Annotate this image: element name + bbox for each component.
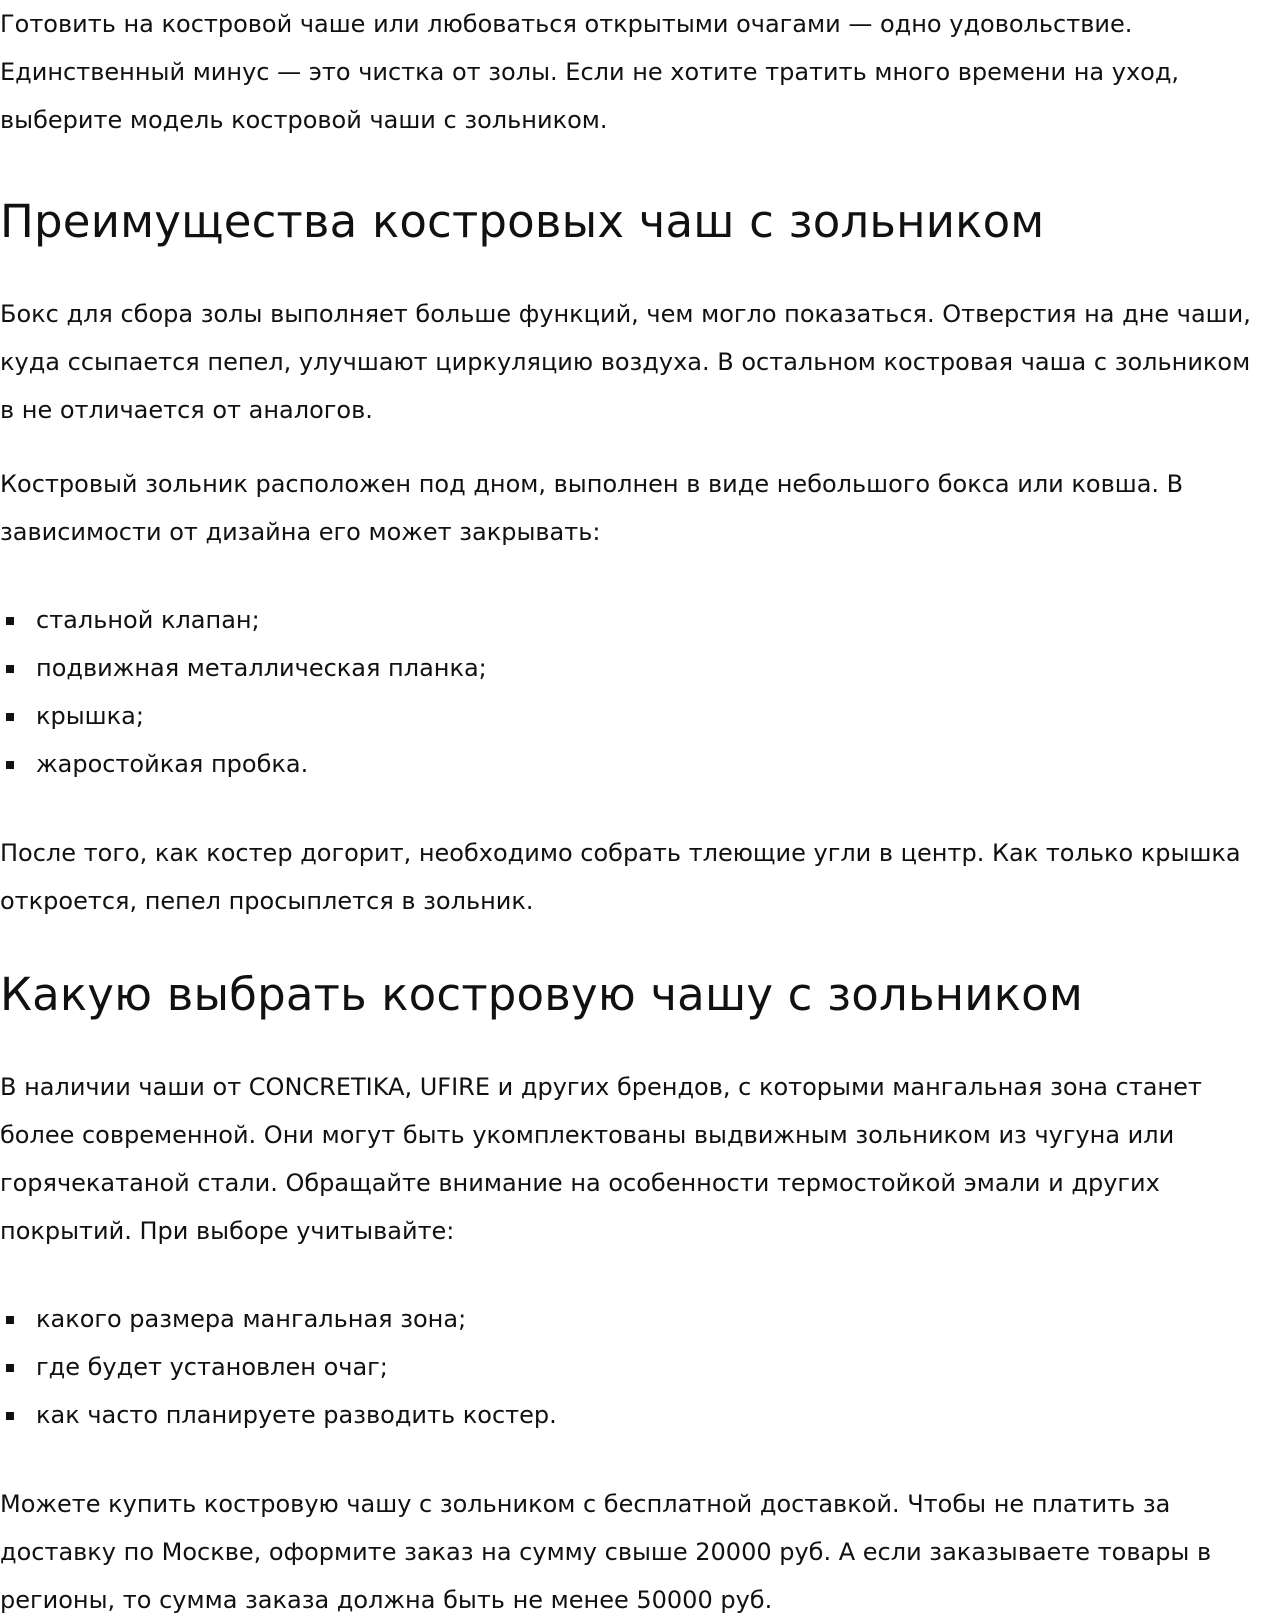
list-item xyxy=(0,1295,1270,1343)
list-item-text: жаростойкая пробка. xyxy=(36,750,309,778)
list-item-text: какого размера мангальная зона; xyxy=(36,1305,467,1333)
list-item xyxy=(0,644,1270,692)
list-item-text: стальной клапан; xyxy=(36,606,260,634)
bullet-icon xyxy=(6,1316,14,1324)
list-item xyxy=(0,1343,1270,1391)
list-item xyxy=(0,740,1270,788)
list-item xyxy=(0,692,1270,740)
bullet-icon xyxy=(6,1412,14,1420)
section-heading-how-to-choose: Какую выбрать костровую чашу с зольником xyxy=(0,968,1083,1021)
choose-paragraph-1: В наличии чаши от CONCRETIKA, UFIRE и других брендов, с которыми мангальная зона станет более современной. Они могут быть укомплектованы выдвижным зольником из чугуна или горячекатаной стали. Обращайте внимание на особенности термостойкой эмали и других покрытий. При выборе учитывайте: xyxy=(0,1073,1202,1245)
intro-paragraph: Готовить на костровой чаше или любоваться открытыми очагами — одно удовольствие. Единственный минус — это чистка от золы. Если не хотите тратить много времени на уход, выберите модель костровой чаши с зольником. xyxy=(0,10,1180,134)
bullet-icon xyxy=(6,617,14,625)
list-item-text: подвижная металлическая планка; xyxy=(36,654,487,682)
bullet-icon xyxy=(6,1364,14,1372)
list-item-text: где будет установлен очаг; xyxy=(36,1353,388,1381)
bullet-icon xyxy=(6,713,14,721)
list-item-text: крышка; xyxy=(36,702,144,730)
advantages-paragraph-1: Бокс для сбора золы выполняет больше функций, чем могло показаться. Отверстия на дне чаши, куда ссыпается пепел, улучшают циркуляцию воздуха. В остальном костровая чаша с зольником в не отличается от аналогов. xyxy=(0,300,1251,424)
closure-types-list xyxy=(0,596,1270,788)
delivery-paragraph: Можете купить костровую чашу с зольником с бесплатной доставкой. Чтобы не платить за доставку по Москве, оформите заказ на сумму свыше 20000 руб. А если заказываете товары в регионы, то сумма заказа должна быть не менее 50000 руб. xyxy=(0,1490,1212,1614)
selection-criteria-list xyxy=(0,1295,1270,1439)
bullet-icon xyxy=(6,761,14,769)
section-heading-advantages: Преимущества костровых чаш с зольником xyxy=(0,195,1045,248)
list-item xyxy=(0,596,1270,644)
list-item-text: как часто планируете разводить костер. xyxy=(36,1401,557,1429)
bullet-icon xyxy=(6,665,14,673)
list-item xyxy=(0,1391,1270,1439)
advantages-paragraph-2: Костровый зольник расположен под дном, выполнен в виде небольшого бокса или ковша. В зависимости от дизайна его может закрывать: xyxy=(0,470,1184,546)
advantages-paragraph-3: После того, как костер догорит, необходимо собрать тлеющие угли в центр. Как только крышка откроется, пепел просыплется в зольник. xyxy=(0,839,1241,915)
